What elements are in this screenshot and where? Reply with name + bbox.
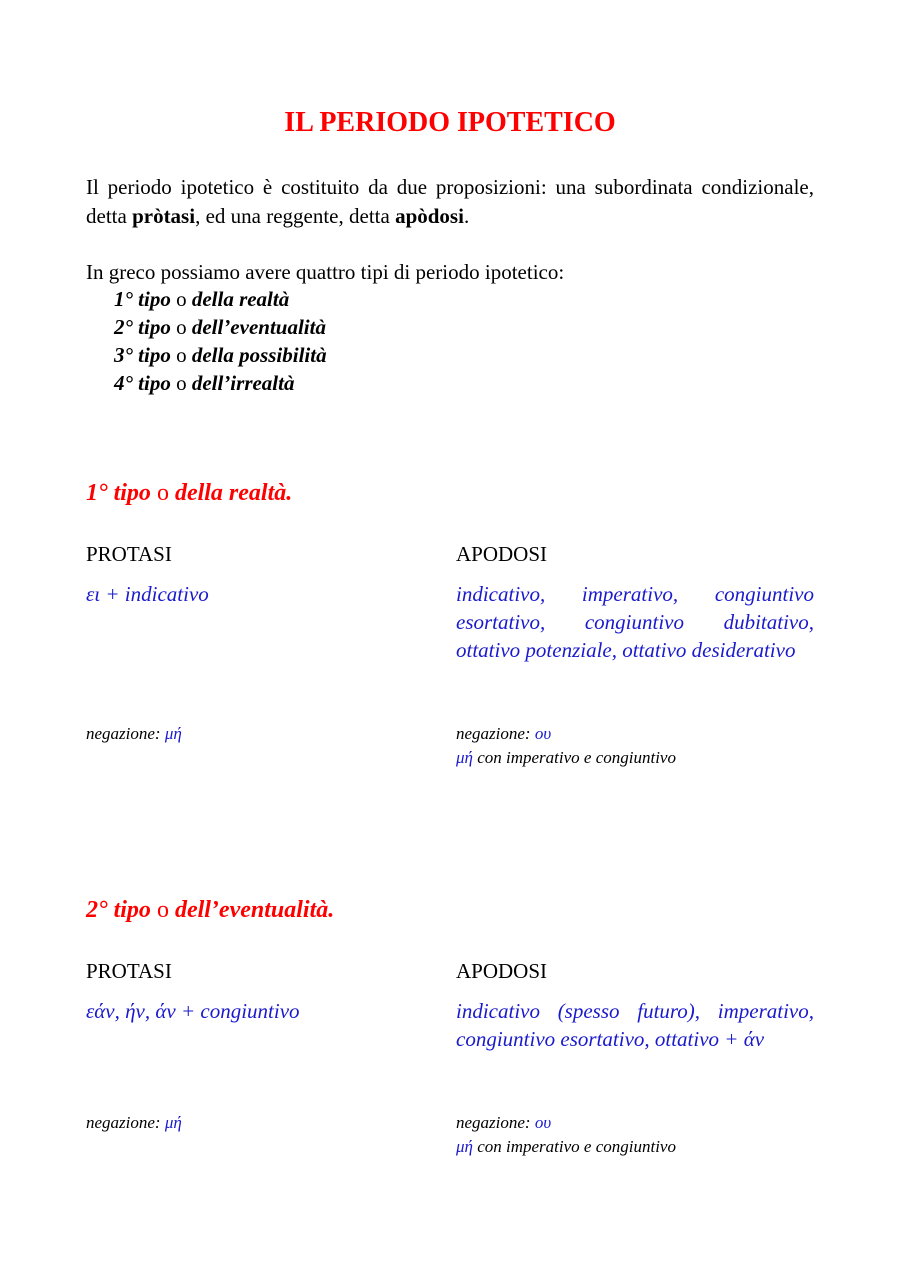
negation-alt-value: μή [456,748,473,767]
type-number: 2° tipo [114,315,171,339]
types-lead: In greco possiamo avere quattro tipi di periodo ipotetico: [86,260,565,284]
section-type-2 [86,897,814,1156]
type-item [114,285,327,313]
type-connector: o [170,343,192,367]
type-connector: o [170,315,192,339]
apodosi-column [456,542,814,767]
type-name: della possibilità [191,343,327,367]
apodosi-label: APODOSI [456,542,548,566]
section-connector: o [150,897,175,923]
protasi-content: ει + indicativo [86,582,209,606]
section-number: 2° tipo [86,897,151,923]
type-name: dell’eventualità [191,315,326,339]
apodosi-content: indicativo (spesso futuro), imperativo, congiuntivo esortativo, ottativo + άν [456,999,814,1051]
type-item [114,313,327,341]
term-apodosi: apòdosi [395,204,464,228]
negation-alt-text: con imperativo e congiuntivo [472,748,676,767]
protasi-negation [86,722,182,746]
negation-label: negazione: [86,724,165,743]
negation-label: negazione: [456,1113,535,1132]
negation-alt-value: μή [456,1137,473,1156]
negation-value: μή [164,1113,182,1132]
page-title: IL PERIODO IPOTETICO [284,107,616,138]
type-item [114,369,327,397]
protasi-negation [86,1111,182,1135]
negation-label: negazione: [456,724,535,743]
type-number: 1° tipo [114,287,171,311]
intro-text-1: Il periodo ipotetico è costituito da due proposizioni: una subordinata condizionale, detta [86,175,814,228]
section-name: dell’eventualità. [174,897,335,923]
apodosi-label: APODOSI [456,959,548,983]
apodosi-content: indicativo, imperativo, congiuntivo esortativo, congiuntivo dubitativo, ottativo potenziale, ottativo desiderativo [456,582,814,662]
type-name: della realtà [191,287,290,311]
negation-value: ου [534,724,552,743]
protasi-column [86,959,426,1132]
protasi-column [86,542,426,743]
protasi-content: εάν, ήν, άν + congiuntivo [86,999,300,1023]
intro-text-3: . [463,204,470,228]
types-list [114,285,327,397]
intro-paragraph [86,173,814,231]
section-type-1 [86,480,814,767]
type-number: 4° tipo [114,371,171,395]
negation-label: negazione: [86,1113,165,1132]
type-connector: o [170,287,192,311]
type-item [114,341,327,369]
apodosi-negation [456,722,814,770]
negation-value: μή [164,724,182,743]
type-connector: o [170,371,192,395]
protasi-label: PROTASI [86,959,172,983]
apodosi-column [456,959,814,1156]
negation-alt-text: con imperativo e congiuntivo [472,1137,676,1156]
type-name: dell’irrealtà [191,371,295,395]
intro-text-2: , ed una reggente, detta [195,204,396,228]
term-protasi: pròtasi [132,204,196,228]
section-heading [86,480,814,507]
protasi-label: PROTASI [86,542,172,566]
type-number: 3° tipo [114,343,171,367]
section-heading [86,897,814,924]
negation-value: ου [534,1113,552,1132]
section-connector: o [150,480,175,506]
apodosi-negation [456,1111,814,1159]
section-number: 1° tipo [86,480,151,506]
section-name: della realtà. [174,480,293,506]
